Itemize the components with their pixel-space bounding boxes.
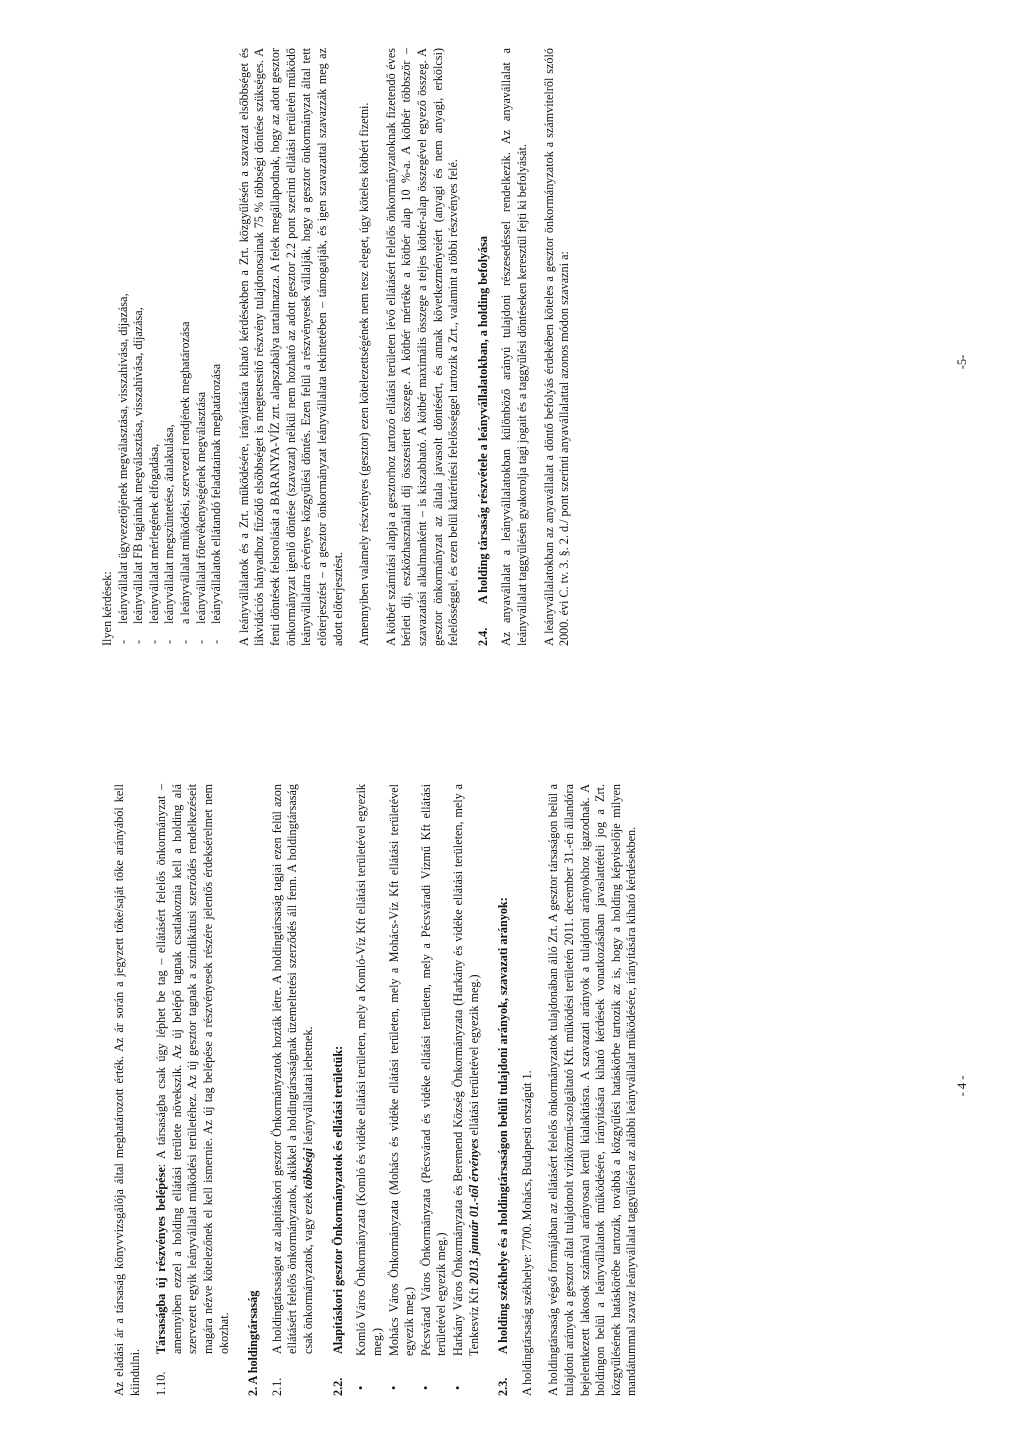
list-item: - leányvállalat megszüntetése, átalakulása, bbox=[162, 48, 178, 624]
list-item: - leányvállalat mérlegének elfogadása, bbox=[147, 48, 163, 624]
section-2-1-emphasis: többségi bbox=[301, 1147, 316, 1190]
list-item: - leányvállalat ügyvezetőjének megválasztása, visszahívása, díjazása, bbox=[116, 48, 132, 624]
section-2-3-heading bbox=[496, 784, 512, 1396]
section-2-2-heading bbox=[331, 784, 347, 1396]
voting-majority-paragraph: A leányvállalatok és a Zrt. működésére, irányítására kiható kérdésekben a Zrt. közgyűlésén a szavazat elsőbbséget és likvidációs hányadhoz fűződő elsőbbséget is megtestesítő részvény tulajdonosainak 75 % többségi döntése szükséges. A fenti döntések felsorolását a BARANYA-VÍZ zrt. alapszabálya tartalmazza. A felek megállapodnak, hogy az adott gesztor önkormányzat igenlő döntése (szavazat) nélkül nem hozható az adott gesztor 2.2 pont szerinti ellátási területén működő leányvállalatra érvényes közgyűlési döntés. Ezen felül a részvényesek vállalják, hogy a gesztor önkormányzat által tett előterjesztést – a gesztor önkormányzat leányvállalata tekintetében – támogatják, és igen szavazattal szavazzák meg az adott előterjesztést. bbox=[236, 48, 345, 646]
list-item: - leányvállalat FB tagjainak megválasztása, visszahívása, díjazása, bbox=[131, 48, 147, 624]
page-4 bbox=[0, 724, 1024, 1448]
penalty-calculation-paragraph: A kötbér számítási alapja a gesztorhoz tartozó ellátási területen lévő ellátásért felelős önkormányzatoknak fizetendő éves bérleti díj, eszközhasználati díj összesített összege. A kötbér mértéke a kötbér alap 10 %-a. A kötbér többször – szavazatási alkalmanként – is kiszabható. A kötbér maximális összege a teljes kötbér-alap összegével egyező összeg. A gesztor önkormányzat az általa javasolt döntésért, és annak következményeiért (anyagi és nem anyagi, erkölcsi) felelősséggel, és ezen belül kártérítési felelősséggel tartozik a Zrt., valamint a többi részvényes felé. bbox=[383, 48, 461, 646]
penalty-obligation-paragraph: Amennyiben valamely részvényes (gesztor) ezen kötelezettségének nem tesz eleget, úgy köteles kötbért fizetni. bbox=[357, 102, 372, 646]
section-2-1-text-b: leányvállalatai lehetnek. bbox=[301, 1026, 316, 1148]
page-number: - 4 - bbox=[955, 1075, 969, 1097]
list-item: • Mohács Város Önkormányzata (Mohács és vidéke ellátási területen, mely a Mohács-Víz Kft ellátási területével egyezik meg.) bbox=[387, 784, 418, 1356]
section-2-3-title: A holding székhelye és a holdingtársaságon belüli tulajdoni arányok, szavazati arányok: bbox=[496, 897, 511, 1354]
section-number: 1.10. bbox=[154, 1371, 169, 1396]
list-item: • Pécsvárad Város Önkormányzata (Pécsvárad és vidéke ellátási területen, mely a Pécsváradi Vízmű Kft ellátási területével egyezik meg.) bbox=[419, 784, 450, 1356]
voting-method-paragraph: A leányvállalatokban az anyavállalat a döntő befolyás érdekében köteles a gesztor önkormányzatok a számvitelről szóló 2000. évi C. tv. 3. §. 2. d./ pont szerinti anyavállalattal azonos módon szavazni a: bbox=[541, 48, 572, 646]
section-2-2-title: Alapításkori gesztor Önkormányzatok és ellátási területük: bbox=[330, 1045, 345, 1354]
sale-price-paragraph: Az eladási ár a társaság könyvvizsgálója által meghatározott érték. Az ár során a jegyzett tőke/saját tőke arányából kell kiindulni. bbox=[112, 784, 142, 1396]
section-2-1 bbox=[270, 784, 317, 1396]
section-2-1-text-a: A holdingtársaságot az alapításkori gesztor Önkormányzatok hozták létre. A holdingtársaság tagjai ezen felül azon ellátásért felelős önkormányzatok, akikkel a holdingtársaságnak üzemeltetési szerződés áll fenn. A holdingtársaság csak önkormányzatok, vagy ezek bbox=[269, 784, 316, 1354]
section-1-10 bbox=[154, 784, 232, 1396]
page-number: -5- bbox=[955, 354, 969, 370]
section-number: 2.3. bbox=[496, 1377, 511, 1396]
section-number: 2.1. bbox=[269, 1377, 284, 1396]
section-2-4-title: A holding társaság részvétele a leányvállalatokban, a holding befolyása bbox=[475, 235, 490, 604]
section-2-4-heading bbox=[476, 48, 492, 646]
section-1-10-title: Társaságba új részvényes belépése bbox=[154, 1167, 169, 1354]
parent-company-paragraph: Az anyavállalat a leányvállalatokban különböző arányú tulajdoni részesedéssel rendelkezik. Az anyavállalat a leányvállalat taggyűlésén gyakorolja tagi jogait és a taggyűlési döntéseken keresztül fejti ki befolyását. bbox=[499, 48, 530, 646]
issues-intro: Ilyen kérdések: bbox=[100, 571, 114, 646]
validity-emphasis: 2013. január 01.-től érvényes bbox=[466, 1138, 481, 1285]
list-item: - a leányvállalat működési, szervezeti rendjének meghatározása bbox=[178, 48, 194, 624]
issues-list bbox=[116, 48, 225, 646]
holding-seat-paragraph: A holdingtársaság székhelye: 7700. Mohács, Budapesti országút 1. bbox=[519, 1070, 534, 1396]
list-item: • Komló Város Önkormányzata (Komló és vidéke ellátási területen, mely a Komló-Víz Kft ellátási területével egyezik meg.) bbox=[354, 784, 385, 1356]
list-item: • Harkány Város Önkormányzata és Beremend Község Önkormányzata (Harkány és vidéke ellátási területen, mely a Tenkesvíz Kft 2013. január 01.-től érvényes ellátási területével egyezik meg.) bbox=[451, 784, 482, 1356]
section-1-10-text: : A társaságba csak úgy léphet be tag – ellátásért felelős önkormányzat – amennyiben ezzel a holding ellátási területe növekszik. Az új belépő tagnak csatlakoznia kell a holding alá szervezett egyik leányvállalat működési területéhez. Az új gesztor tagnak a szindikátusi szerződés rendelkezéseit magára nézve kötelezőnek el kell ismernie. Az új tag belépése a részvényesek részére jelentős érdeksérelmet nem okozhat. bbox=[154, 784, 231, 1354]
list-item: - leányvállalat főtevékenységének megválasztása bbox=[194, 48, 210, 624]
section-number: 2.4. bbox=[475, 627, 490, 646]
ownership-ratio-paragraph: A holdingtársaság végső formájában az ellátásért felelős önkormányzatok tulajdonában álló Zrt. A gesztor társaságon belül a tulajdoni arányok a gesztor által tulajdonolt víziközmű-szolgáltató Kft. működési területén 2011. december 31.-én állandóra bejelentkezett lakosok számával arányosan kerül kialakításra. A szavazati arányok a tulajdoni arányokhoz igazodnak. A holdingon belül a leányvállalatok működésére, irányítására kiható kérdések vonatkozásában javaslattételi jog a Zrt. közgyűlésének hatáskörébe tartozik, továbbá a közgyűlési hatáskörbe tartozik az is, hogy a holding képviselője milyen mandátummal szavaz leányvállalat taggyűlésén az alábbi leányvállalat működésére, irányítására kiható kérdésekben. bbox=[546, 784, 639, 1396]
list-item: - leányvállalatok ellátandó feladatainak meghatározása bbox=[209, 48, 225, 624]
section-2-heading: 2. A holdingtársaság bbox=[246, 1290, 261, 1396]
founding-municipalities-list bbox=[354, 784, 482, 1396]
section-number: 2.2. bbox=[330, 1377, 345, 1396]
